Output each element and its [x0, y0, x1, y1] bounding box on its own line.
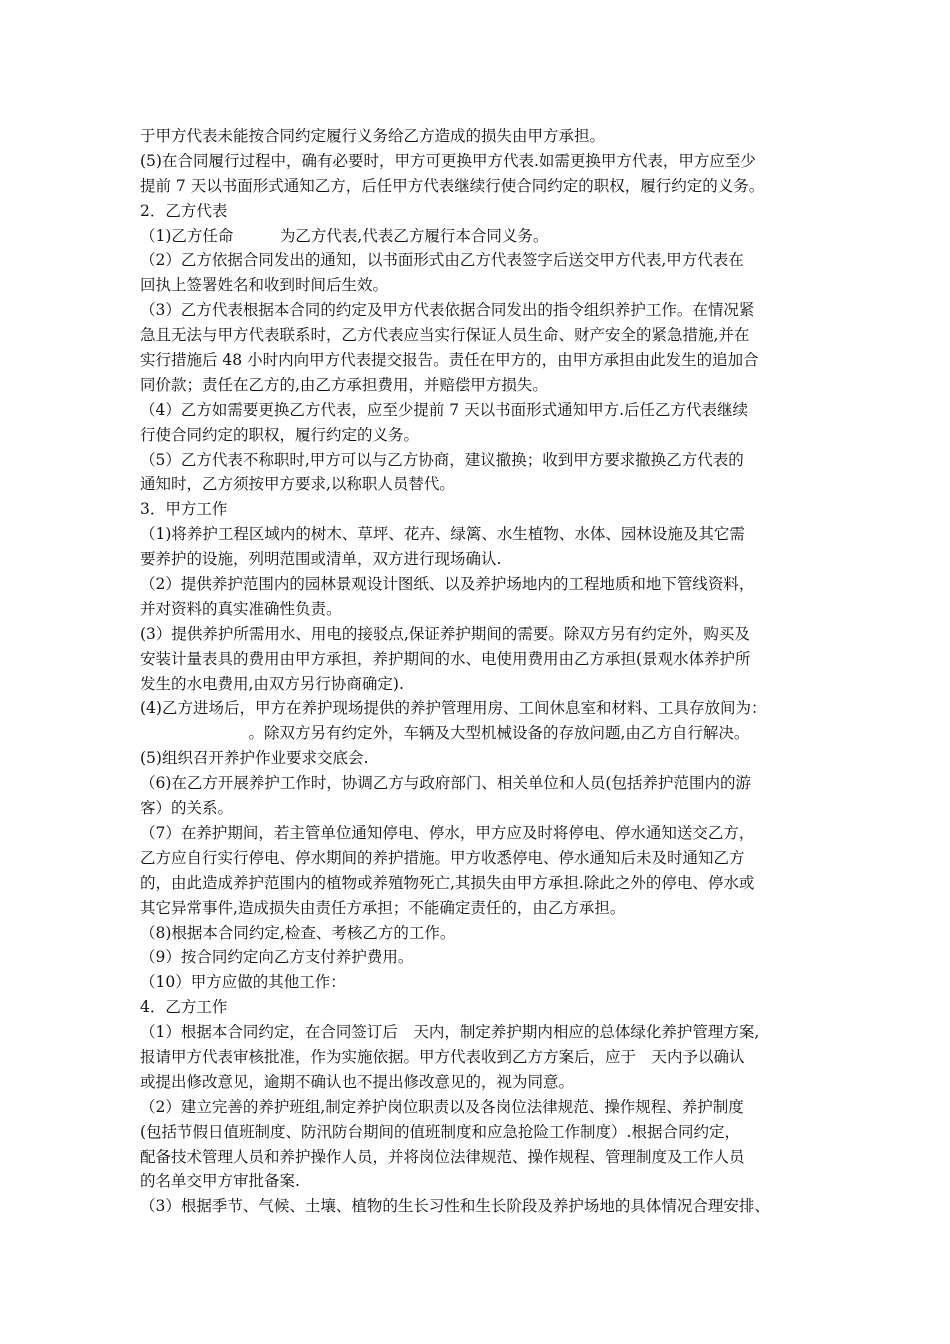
text-line: 行使合同约定的职权，履行约定的义务。: [140, 425, 420, 444]
text-line: （3）乙方代表根据本合同的约定及甲方代表依据合同发出的指令组织养护工作。在情况紧: [140, 301, 755, 320]
text-line: 通知时，乙方须按甲方要求,以称职人员替代。: [140, 475, 455, 494]
text-line: 要养护的设施，列明范围或清单，双方进行现场确认.: [140, 550, 502, 569]
text-line: 安装计量表具的费用由甲方承担，养护期间的水、电使用费用由乙方承担(景观水体养护所: [140, 649, 751, 668]
text-line: (4)乙方进场后，甲方在养护现场提供的养护管理用房、工间休息室和材料、工具存放间为：: [140, 699, 767, 718]
text-line: 回执上签署姓名和收到时间后生效。: [140, 276, 389, 295]
text-line: (3）提供养护所需用水、用电的接驳点,保证养护期间的需要。除双方另有约定外，购买及: [140, 624, 750, 643]
text-line: 乙方应自行实行停电、停水期间的养护措施。甲方收悉停电、停水通知后未及时通知乙方: [140, 848, 745, 867]
text-line: 。除双方另有约定外，车辆及大型机械设备的存放问题,由乙方自行解决。: [140, 724, 750, 743]
text-line: 其它异常事件,造成损失由责任方承担；不能确定责任的，由乙方承担。: [140, 898, 626, 917]
text-line: (5)在合同履行过程中，确有必要时，甲方可更换甲方代表.如需更换甲方代表，甲方应至少: [140, 151, 756, 170]
text-line: 的，由此造成养护范围内的植物或养殖物死亡,其损失由甲方承担.除此之外的停电、停水或: [140, 873, 755, 892]
text-line: (包括节假日值班制度、防汛防台期间的值班制度和应急抢险工作制度）.根据合同约定，: [140, 1122, 740, 1141]
text-line: 并对资料的真实准确性负责。: [140, 599, 342, 618]
contract-body-text: [140, 124, 820, 1219]
text-line: (5)组织召开养护作业要求交底会.: [140, 749, 369, 768]
text-line: （10）甲方应做的其他工作：: [140, 973, 346, 992]
text-line: （1）根据本合同约定，在合同签订后 天内，制定养护期内相应的总体绿化养护管理方案,: [140, 1023, 760, 1042]
section-heading: 2．乙方代表: [140, 201, 228, 220]
text-line: 急且无法与甲方代表联系时，乙方代表应当实行保证人员生命、财产安全的紧急措施,并在: [140, 326, 750, 345]
text-line: （8)根据本合同约定,检查、考核乙方的工作。: [140, 923, 456, 942]
text-line: （9）按合同约定向乙方支付养护费用。: [140, 948, 414, 967]
text-line: 发生的水电费用,由双方另行协商确定).: [140, 674, 404, 693]
text-line: 于甲方代表未能按合同约定履行义务给乙方造成的损失由甲方承担。: [140, 127, 606, 145]
section-heading: 4．乙方工作: [140, 998, 228, 1017]
text-line: （1)将养护工程区域内的树木、草坪、花卉、绿篱、水生植物、水体、园林设施及其它需: [140, 525, 745, 544]
text-line: （2）建立完善的养护班组,制定养护岗位职责以及各岗位法律规范、操作规程、养护制度: [140, 1097, 744, 1116]
text-line: （3）根据季节、气候、土壤、植物的生长习性和生长阶段及养护场地的具体情况合理安排、: [140, 1197, 770, 1216]
text-line: （7）在养护期间，若主管单位通知停电、停水，甲方应及时将停电、停水通知送交乙方，: [140, 823, 755, 842]
text-line: （4）乙方如需要更换乙方代表，应至少提前 7 天以书面形式通知甲方.后任乙方代表继续: [140, 400, 749, 419]
text-line: 提前 7 天以书面形式通知乙方，后任甲方代表继续行使合同约定的职权，履行约定的义务。: [140, 176, 765, 195]
text-line: 客）的关系。: [140, 799, 234, 818]
text-line: （5）乙方代表不称职时,甲方可以与乙方协商，建议撤换；收到甲方要求撤换乙方代表的: [140, 450, 744, 469]
text-line: （1)乙方任命 为乙方代表,代表乙方履行本合同义务。: [140, 226, 549, 245]
text-line: （2）提供养护范围内的园林景观设计图纸、以及养护场地内的工程地质和地下管线资料，: [140, 575, 755, 594]
text-line: 同价款；责任在乙方的,由乙方承担费用，并赔偿甲方损失。: [140, 375, 548, 394]
section-heading: 3．甲方工作: [140, 500, 228, 519]
text-line: 配备技术管理人员和养护操作人员，并将岗位法律规范、操作规程、管理制度及工作人员: [140, 1147, 745, 1166]
text-line: 或提出修改意见，逾期不确认也不提出修改意见的，视为同意。: [140, 1072, 575, 1091]
text-line: 的名单交甲方审批备案.: [140, 1172, 300, 1191]
text-line: 实行措施后 48 小时内向甲方代表提交报告。责任在甲方的，由甲方承担由此发生的追加合: [140, 351, 759, 370]
text-line: （6)在乙方开展养护工作时，协调乙方与政府部门、相关单位和人员(包括养护范围内的游: [140, 774, 751, 793]
text-line: （2）乙方依据合同发出的通知，以书面形式由乙方代表签字后送交甲方代表,甲方代表在: [140, 251, 744, 270]
text-line: 报请甲方代表审核批准，作为实施依据。甲方代表收到乙方方案后，应于 天内予以确认: [140, 1047, 745, 1066]
